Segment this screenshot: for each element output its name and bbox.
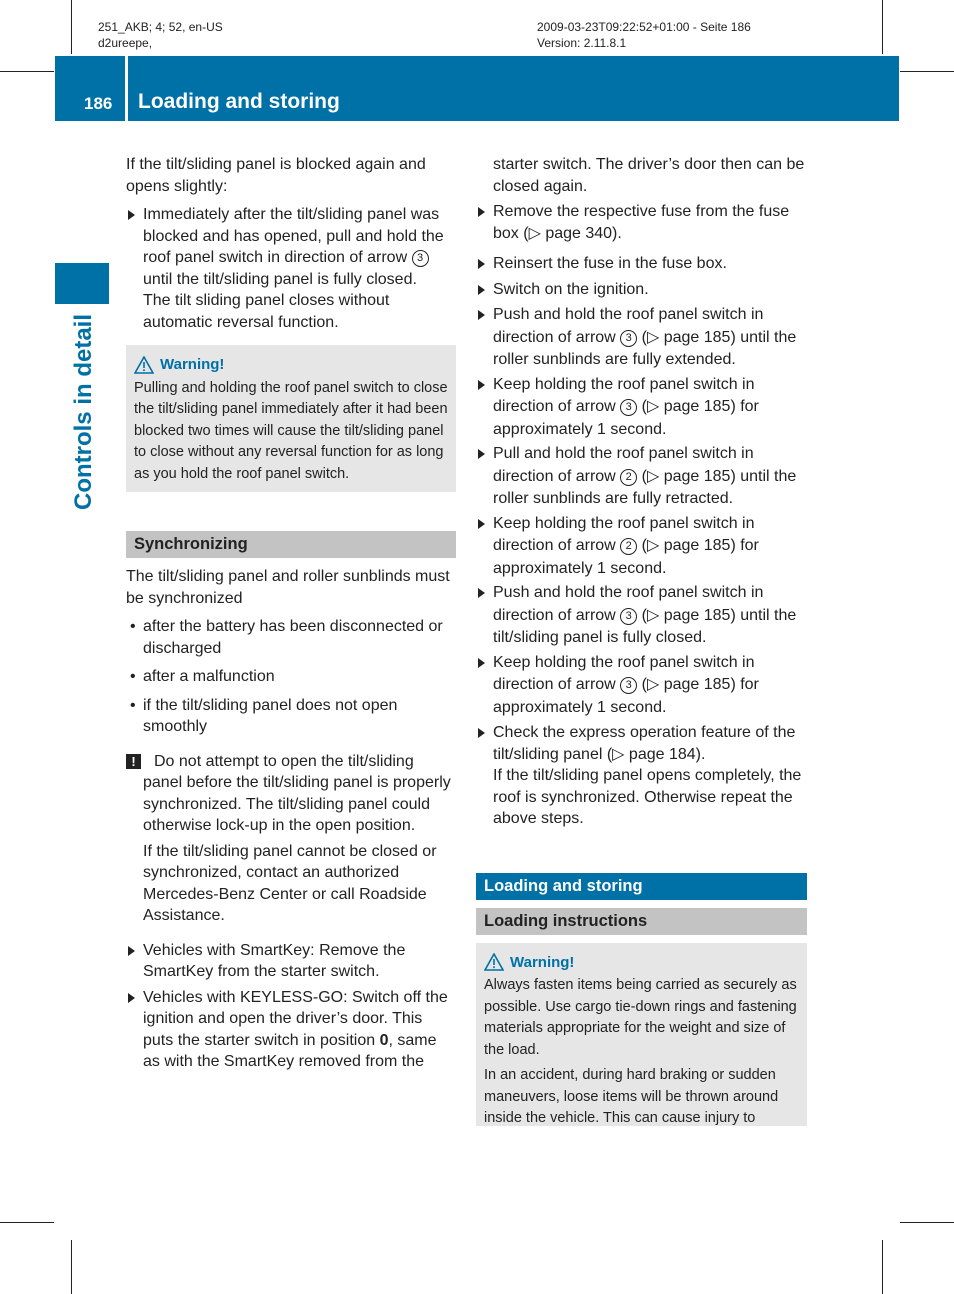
list-item [126,695,456,738]
sync-intro: The tilt/sliding panel and roller sunblinds must be synchronized [126,568,450,607]
step-text: Vehicles with KEYLESS-GO: Switch off the ignition and open the driver’s door. This puts the starter switch in position [143,988,448,1049]
continued-text: starter switch. The driver’s door then can be closed again. [493,156,805,195]
step-text: Reinsert the fuse in the fuse box. [493,255,727,272]
step-arrow-icon [128,993,135,1003]
meta-line: Version: 2.11.8.1 [537,36,627,50]
step-text: Vehicles with SmartKey: Remove the SmartKey from the starter switch. [143,941,406,980]
instruction-step [476,722,807,830]
step-text: (▷ page 185) until the roller sunblinds are fully extended. [493,328,797,368]
instruction-step [476,374,807,442]
instruction-step [126,987,456,1073]
warning-header [134,354,448,376]
warning-triangle-icon [134,356,154,374]
meta-line: d2ureepe, [98,36,153,50]
section-subheading: Synchronizing [126,531,456,558]
bullet-dot: • [130,696,136,714]
instruction-step [476,279,807,301]
print-meta-right [537,19,751,51]
instruction-step [476,253,807,275]
crop-mark [900,1222,954,1223]
list-item-text: if the tilt/sliding panel does not open smoothly [143,696,398,735]
step-text: Push and hold the roof panel switch in direction of arrow [493,584,764,624]
page-title: Loading and storing [138,90,340,113]
warning-text: Pulling and holding the roof panel switch to close the tilt/sliding panel immediately after it had been blocked two times will cause the tilt/sliding panel to close without any reversal function for as long as you hold the roof panel switch. [134,379,448,482]
instruction-step [476,513,807,581]
warning-header [484,952,799,974]
step-arrow-icon [478,728,485,738]
meta-line: 251_AKB; 4; 52, en-US [98,20,223,34]
crop-mark [0,71,54,72]
bullet-dot: • [130,668,136,685]
list-item [126,616,456,659]
arrow-number-icon: 3 [620,677,637,694]
section-subheading: Loading instructions [476,908,807,935]
notice-text: Do not attempt to open the tilt/sliding panel before the tilt/sliding panel is properly synchronized. The tilt/sliding panel could otherwise lock-up in the open position. [143,752,451,834]
warning-text: In an accident, during hard braking or sudden maneuvers, loose items will be thrown around inside the vehicle. This can cause injury to [484,1067,779,1126]
step-arrow-icon [478,380,485,390]
chapter-label: Controls in detail [70,313,97,511]
section-heading: Loading and storing [476,873,807,900]
step-text: Check the express operation feature of the tilt/sliding panel (▷ page 184). [493,724,796,763]
step-arrow-icon [128,210,135,220]
crop-mark [900,71,954,72]
warning-box [126,345,456,492]
position-value: 0 [379,1031,389,1049]
step-arrow-icon [478,259,485,269]
crop-mark [882,1240,883,1294]
instruction-step [476,652,807,720]
arrow-number-icon: 3 [620,399,637,416]
side-tab [55,263,109,304]
arrow-number-icon: 2 [620,469,637,486]
notice-text: If the tilt/sliding panel cannot be closed or synchronized, contact an authorized Mercedes-Benz Center or call Roadside Assistance. [143,842,437,924]
left-column [126,154,456,1073]
arrow-number-icon: 2 [620,538,637,555]
warning-box [476,943,807,1126]
step-text: (▷ page 185) for approximately 1 second. [493,676,759,716]
exclamation-icon: ! [126,754,141,769]
step-text: (▷ page 185) until the tilt/sliding panel is fully closed. [493,606,797,646]
instruction-step [476,443,807,511]
warning-triangle-icon [484,953,504,971]
step-arrow-icon [478,519,485,529]
arrow-number-icon: 3 [620,608,637,625]
warning-text: Always fasten items being carried as securely as possible. Use cargo tie-down rings and fastening materials appropriate for the weight and size of the load. [484,977,797,1058]
instruction-step [476,304,807,372]
step-arrow-icon [478,207,485,217]
step-arrow-icon [478,658,485,668]
page-number: 186 [84,94,113,113]
warning-title: Warning! [510,953,575,971]
notice-block [126,751,456,927]
step-text: (▷ page 185) for approximately 1 second. [493,537,759,577]
list-item-text: after a malfunction [143,668,275,685]
step-arrow-icon [478,310,485,320]
instruction-step [476,582,807,650]
step-text: Switch on the ignition. [493,280,649,298]
step-arrow-icon [128,946,135,956]
crop-mark [71,0,72,54]
step-text: until the tilt/sliding panel is fully closed. [143,270,417,288]
warning-title: Warning! [160,356,225,373]
bullet-dot: • [130,618,136,635]
intro-text: If the tilt/sliding panel is blocked again and opens slightly: [126,156,426,195]
step-text: Keep holding the roof panel switch in direction of arrow [493,514,755,554]
step-text: Immediately after the tilt/sliding panel was blocked and has opened, pull and hold the roof panel switch in direction of arrow [143,206,444,266]
step-note: If the tilt/sliding panel opens completely, the roof is synchronized. Otherwise repeat the above steps. [493,767,802,827]
step-text: Remove the respective fuse from the fuse box (▷ page 340). [493,203,790,242]
meta-line: 2009-03-23T09:22:52+01:00 - Seite 186 [537,20,751,34]
step-arrow-icon [478,449,485,459]
step-text: Keep holding the roof panel switch in direction of arrow [493,375,755,415]
step-text: Pull and hold the roof panel switch in direction of arrow [493,445,754,485]
instruction-step [126,204,456,333]
step-text: (▷ page 185) until the roller sunblinds are fully retracted. [493,467,797,507]
list-item-text: after the battery has been disconnected or discharged [143,618,443,657]
instruction-step [126,940,456,983]
step-text: Push and hold the roof panel switch in direction of arrow [493,306,764,346]
header-divider [125,56,128,121]
step-arrow-icon [478,588,485,598]
step-text: , same as with the SmartKey removed from the [143,1031,437,1070]
crop-mark [0,1222,54,1223]
arrow-number-icon: 3 [412,250,429,267]
print-meta-left [98,19,223,51]
instruction-step [476,201,807,244]
crop-mark [882,0,883,54]
step-text: Keep holding the roof panel switch in direction of arrow [493,653,755,693]
arrow-number-icon: 3 [620,330,637,347]
right-column [476,154,807,1126]
list-item [126,666,456,688]
step-arrow-icon [478,285,485,295]
step-note: The tilt sliding panel closes without automatic reversal function. [143,292,390,331]
crop-mark [71,1240,72,1294]
step-text: (▷ page 185) for approximately 1 second. [493,398,759,438]
